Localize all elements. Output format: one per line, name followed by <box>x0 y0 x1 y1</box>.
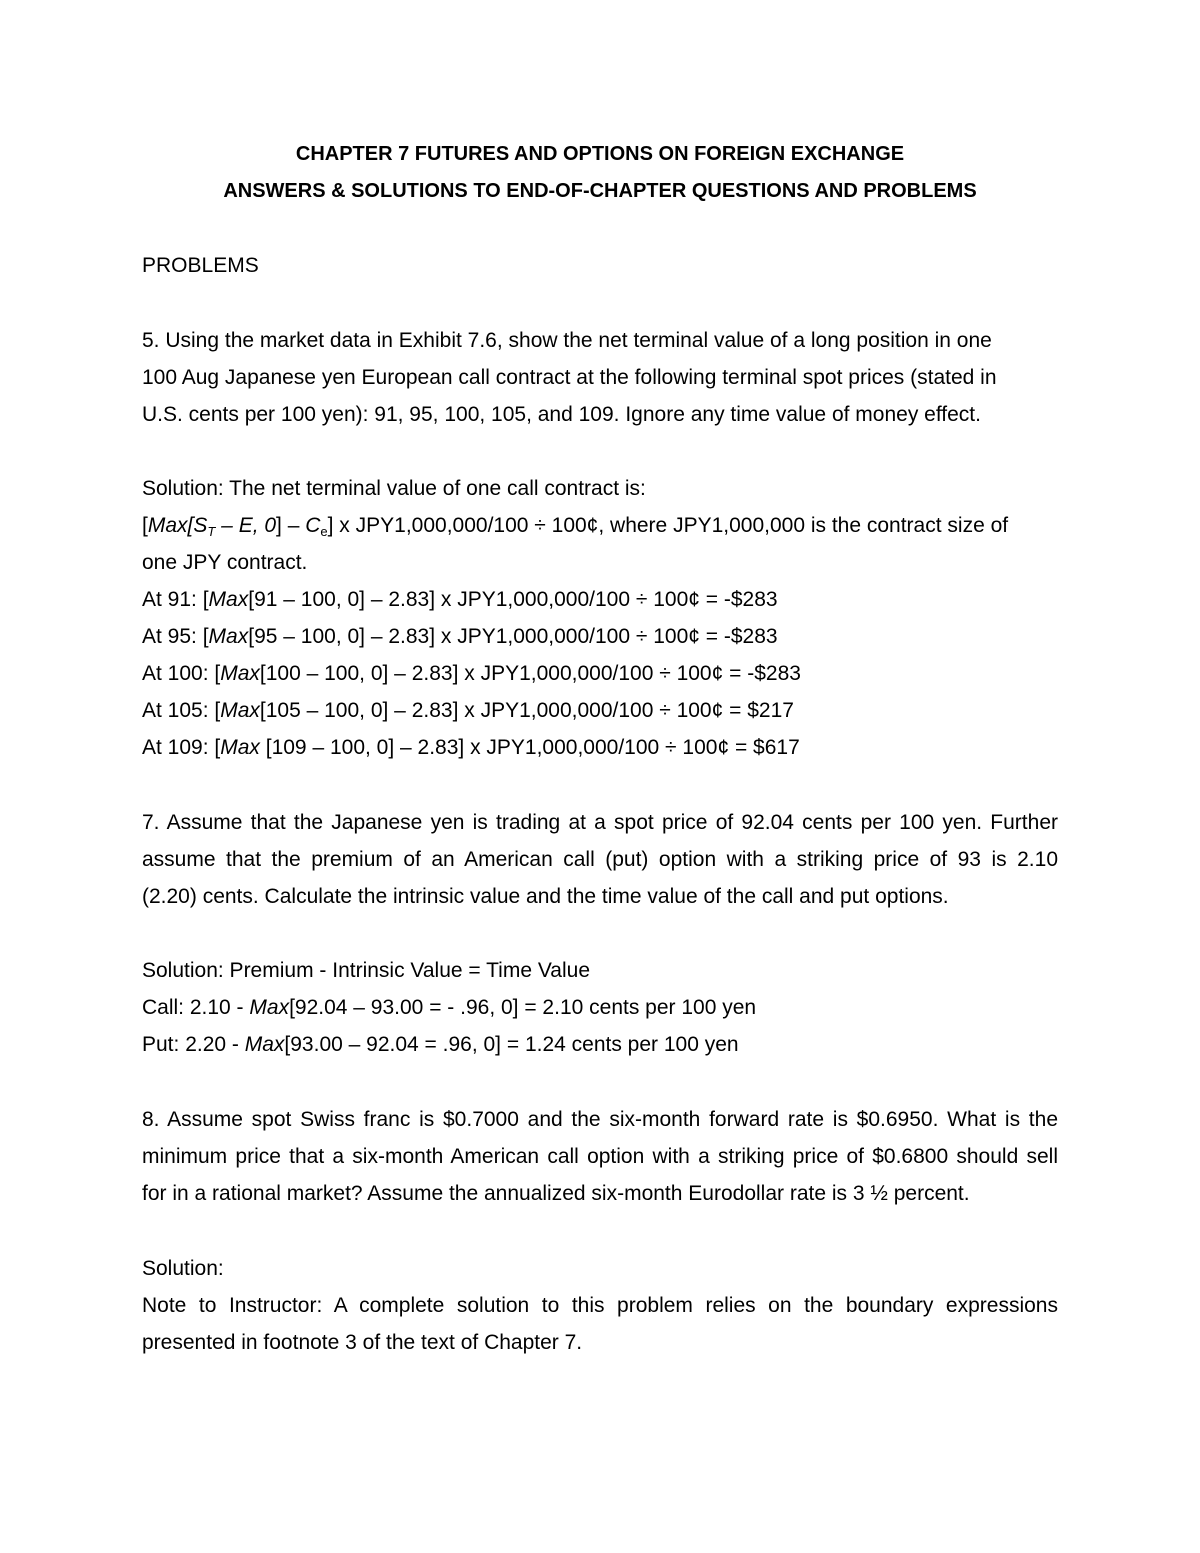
problem-8-note-line-1: Note to Instructor: A complete solution to this problem relies on the boundary expressions <box>142 1294 1058 1317</box>
problem-5-row-91: At 91: [Max[91 – 100, 0] – 2.83] x JPY1,000,000/100 ÷ 100¢ = -$283 <box>142 588 778 611</box>
problem-8-line-2: minimum price that a six-month American call option with a striking price of $0.6800 should sell <box>142 1145 1058 1168</box>
problem-5-row-100: At 100: [Max[100 – 100, 0] – 2.83] x JPY1,000,000/100 ÷ 100¢ = -$283 <box>142 662 801 685</box>
section-heading: PROBLEMS <box>142 254 259 277</box>
problem-5-line-3: U.S. cents per 100 yen): 91, 95, 100, 105, and 109. Ignore any time value of money effect. <box>142 403 981 426</box>
problem-8-note-line-2: presented in footnote 3 of the text of Chapter 7. <box>142 1331 583 1354</box>
problem-5-formula-cont: one JPY contract. <box>142 551 308 574</box>
problem-5-solution-intro: Solution: The net terminal value of one call contract is: <box>142 477 646 500</box>
chapter-subtitle: ANSWERS & SOLUTIONS TO END-OF-CHAPTER QUESTIONS AND PROBLEMS <box>223 180 977 202</box>
problem-7-line-1: 7. Assume that the Japanese yen is trading at a spot price of 92.04 cents per 100 yen. Further <box>142 811 1058 834</box>
problem-7-call: Call: 2.10 - Max[92.04 – 93.00 = - .96, 0] = 2.10 cents per 100 yen <box>142 996 757 1019</box>
problem-7-line-3: (2.20) cents. Calculate the intrinsic value and the time value of the call and put options. <box>142 885 949 908</box>
problem-5-row-95: At 95: [Max[95 – 100, 0] – 2.83] x JPY1,000,000/100 ÷ 100¢ = -$283 <box>142 625 778 648</box>
problem-7-line-2: assume that the premium of an American call (put) option with a striking price of 93 is 2.10 <box>142 848 1058 871</box>
chapter-title: CHAPTER 7 FUTURES AND OPTIONS ON FOREIGN EXCHANGE <box>295 143 905 165</box>
problem-8-line-3: for in a rational market? Assume the annualized six-month Eurodollar rate is 3 ½ percent. <box>142 1182 970 1205</box>
problem-5-row-105: At 105: [Max[105 – 100, 0] – 2.83] x JPY1,000,000/100 ÷ 100¢ = $217 <box>142 699 794 722</box>
problem-7-put: Put: 2.20 - Max[93.00 – 92.04 = .96, 0] = 1.24 cents per 100 yen <box>142 1033 739 1056</box>
problem-5-line-1: 5. Using the market data in Exhibit 7.6, show the net terminal value of a long position in one <box>142 329 992 352</box>
problem-7-solution: Solution: Premium - Intrinsic Value = Time Value <box>142 959 590 982</box>
problem-8-line-1: 8. Assume spot Swiss franc is $0.7000 and the six-month forward rate is $0.6950. What is the <box>142 1108 1058 1131</box>
problem-5-line-2: 100 Aug Japanese yen European call contract at the following terminal spot prices (stated in <box>142 366 997 389</box>
problem-8-solution: Solution: <box>142 1257 224 1280</box>
problem-5-formula: [$Max[S_T$ – E, $0] - C_e$] x JPY1,000,000/100 ÷ 100¢, where JPY1,000,000 is the contract size of <box>142 514 1009 539</box>
problem-5-row-109: At 109: [Max [109 – 100, 0] – 2.83] x JPY1,000,000/100 ÷ 100¢ = $617 <box>142 736 800 759</box>
